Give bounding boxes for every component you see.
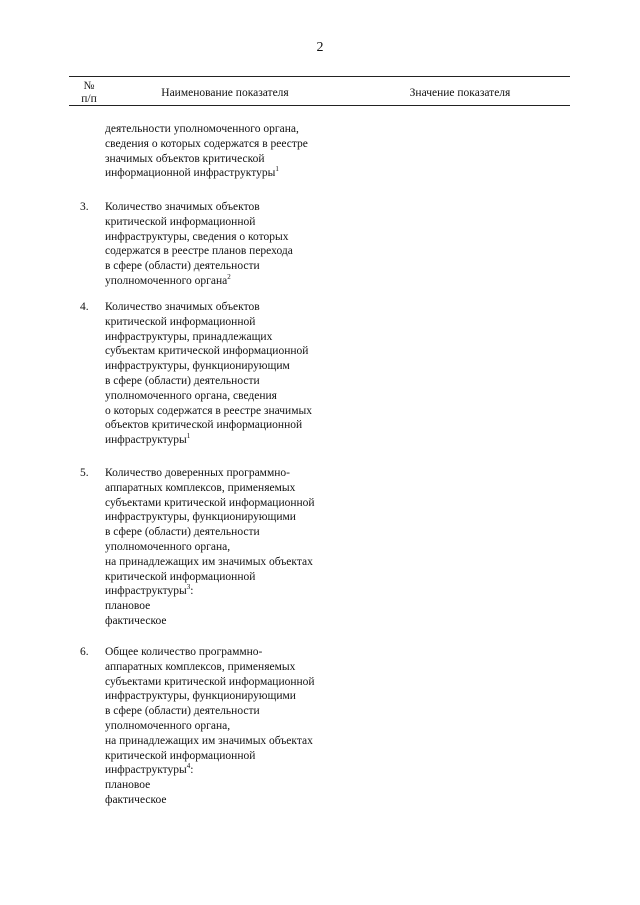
indicator-text-line: уполномоченного органа, <box>105 719 231 732</box>
indicator-text-line: деятельности уполномоченного органа, <box>105 123 299 135</box>
column-header-value: Значение показателя <box>409 87 511 99</box>
table-header-top-rule <box>69 76 570 77</box>
indicator-subitem: фактическое <box>105 793 167 806</box>
indicator-text-line: Количество значимых объектов <box>105 301 260 313</box>
indicator-name <box>105 122 355 181</box>
row-number: 6. <box>80 646 89 658</box>
indicator-text-line: на принадлежащих им значимых объектах <box>105 555 313 568</box>
indicator-subitem: плановое <box>105 779 151 792</box>
indicator-text-line: критической информационной <box>105 570 256 583</box>
indicator-name <box>105 645 355 808</box>
column-header-number-line2: п/п <box>81 93 97 105</box>
indicator-text-line: в сфере (области) деятельности <box>105 526 260 539</box>
indicator-text-line: уполномоченного органа$^2$ <box>105 273 231 287</box>
indicator-text-line: Количество значимых объектов <box>105 201 260 213</box>
indicator-text-line: сведения о которых содержатся в реестре <box>105 137 308 150</box>
indicator-text-line: содержатся в реестре планов перехода <box>105 245 293 258</box>
column-header-number <box>69 80 109 106</box>
indicator-text-line: инфраструктуры, функционирующим <box>105 360 290 373</box>
indicator-text-line: инфраструктуры, функционирующими <box>105 511 296 524</box>
indicator-text-line: значимых объектов критической <box>105 152 265 165</box>
indicator-text-line: аппаратных комплексов, применяемых <box>105 481 296 494</box>
page-number: 2 <box>316 40 324 55</box>
footnote-marker: 1 <box>275 165 279 174</box>
table-header-bottom-rule <box>69 105 570 106</box>
footnote-marker: 4 <box>186 762 191 771</box>
indicator-text-line: инфраструктуры, сведения о которых <box>105 230 289 243</box>
indicator-text-line: Количество доверенных программно- <box>105 467 290 479</box>
indicator-text-line: инфраструктуры$^4$: <box>105 762 194 777</box>
indicator-text-line: в сфере (области) деятельности <box>105 705 260 718</box>
indicator-text-line: информационной инфраструктуры$^1$ <box>105 165 279 180</box>
indicator-text-line: критической информационной <box>105 749 256 762</box>
indicator-name <box>105 300 355 448</box>
indicator-subitem: фактическое <box>105 614 167 627</box>
indicator-text-line: о которых содержатся в реестре значимых <box>105 404 312 417</box>
indicator-text-line: инфраструктуры$^1$ <box>105 432 191 447</box>
indicator-name <box>105 200 355 289</box>
indicator-name <box>105 466 355 629</box>
column-header-number-line1: № <box>83 80 95 92</box>
footnote-marker: 1 <box>186 432 191 441</box>
column-header-name: Наименование показателя <box>161 87 289 99</box>
indicator-text-line: уполномоченного органа, <box>105 540 231 553</box>
indicator-text-line: инфраструктуры, принадлежащих <box>105 330 273 343</box>
indicator-text-line: критической информационной <box>105 315 256 328</box>
indicator-text-line: субъектами критической информационной <box>105 675 315 688</box>
indicator-text-line: субъектам критической информационной <box>105 345 309 358</box>
indicator-text-line: критической информационной <box>105 215 256 228</box>
indicator-text-line: субъектами критической информационной <box>105 496 315 509</box>
row-number: 4. <box>80 301 89 313</box>
indicator-text-line: на принадлежащих им значимых объектах <box>105 734 313 747</box>
indicator-text-line: в сфере (области) деятельности <box>105 260 260 273</box>
indicator-text-line: аппаратных комплексов, применяемых <box>105 660 296 673</box>
indicator-text-line: объектов критической информационной <box>105 419 303 432</box>
row-number: 3. <box>80 201 89 213</box>
indicator-text-line: Общее количество программно- <box>105 646 263 658</box>
footnote-marker: 3 <box>186 583 191 592</box>
row-number: 5. <box>80 467 89 479</box>
indicator-text-line: инфраструктуры, функционирующими <box>105 690 296 703</box>
indicator-text-line: уполномоченного органа, сведения <box>105 389 277 402</box>
indicator-text-line: инфраструктуры$^3$: <box>105 583 194 598</box>
indicator-text-line: в сфере (области) деятельности <box>105 374 260 387</box>
footnote-marker: 2 <box>227 273 231 282</box>
indicator-subitem: плановое <box>105 600 151 613</box>
